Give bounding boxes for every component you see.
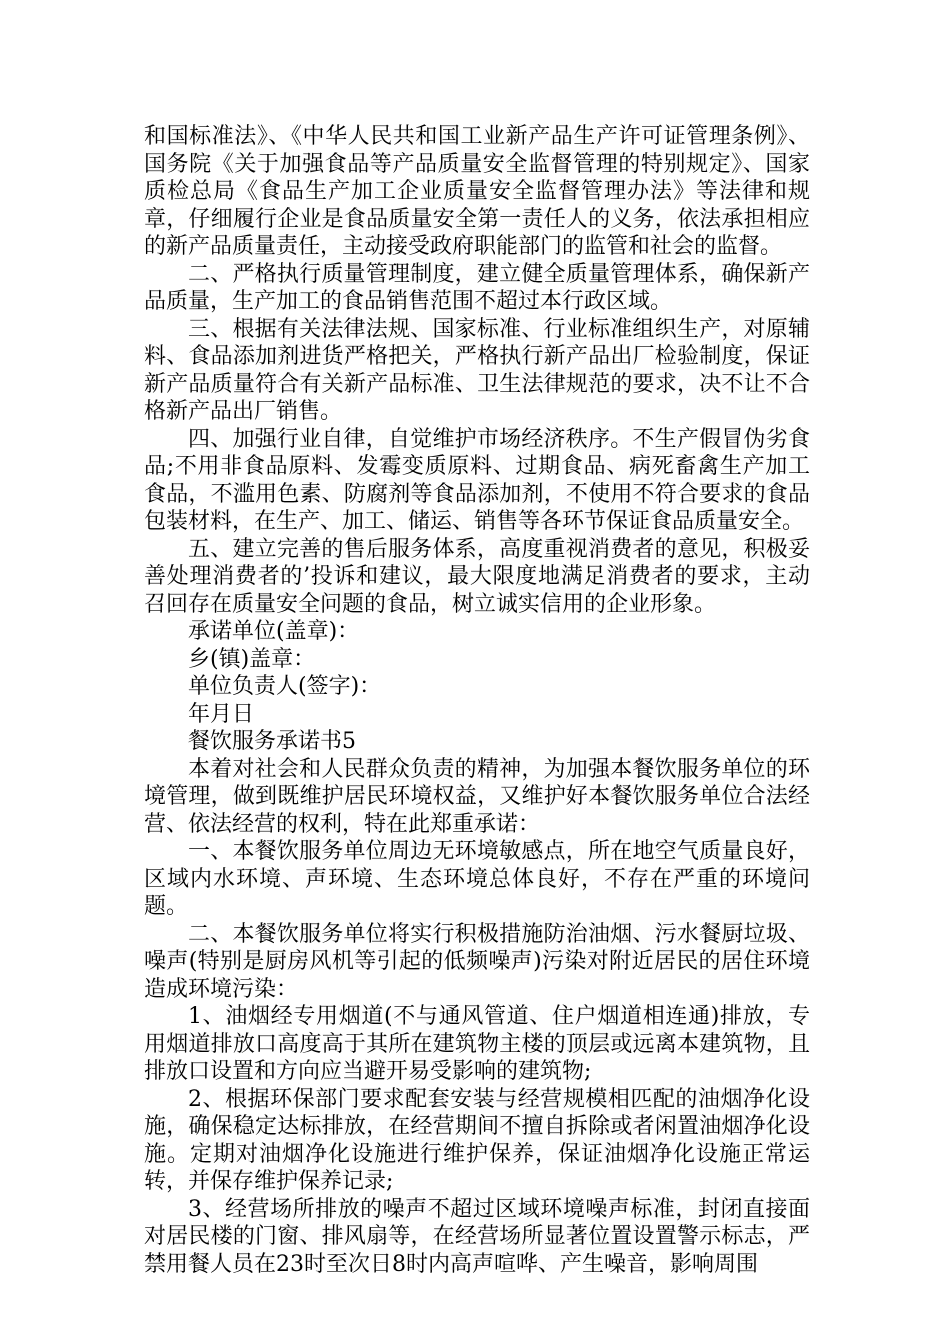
- paragraph-laws-continuation: 和国标准法》、《中华人民共和国工业新产品生产许可证管理条例》、国务院《关于加强食品等产品质量安全监督管理的特别规定》、国家质检总局《食品生产加工企业质量安全监督管理办法》等法律和规章，仔细履行企业是食品质量安全第一责任人的义务，依法承担相应的新产品质量责任，主动接受政府职能部门的监管和社会的监督。: [144, 124, 810, 259]
- section-title-commitment-5: 餐饮服务承诺书5: [188, 729, 356, 754]
- paragraph-intro-commitment: 本着对社会和人民群众负责的精神，为加强本餐饮服务单位的环境管理，做到既维护居民环境权益，又维护好本餐饮服务单位合法经营、依法经营的权利，特在此郑重承诺：: [144, 756, 810, 837]
- paragraph-item-5-after-sales: 五、建立完善的售后服务体系，高度重视消费者的意见，积极妥善处理消费者的’投诉和建议，最大限度地满足消费者的要求，主动召回存在质量安全问题的食品，树立诚实信用的企业形象。: [144, 536, 810, 617]
- signature-date: 年月日: [188, 701, 255, 727]
- paragraph-subitem-3-noise: 3、经营场所排放的噪声不超过区域环境噪声标准，封闭直接面对居民楼的门窗、排风扇等，在经营场所显著位置设置警示标志，严禁用餐人员在23时至次日8时内高声喧哗、产生噪音，影响周围: [144, 1196, 810, 1277]
- paragraph-item-4-self-discipline: 四、加强行业自律，自觉维护市场经济秩序。不生产假冒伪劣食品;不用非食品原料、发霉变质原料、过期食品、病死畜禽生产加工食品，不滥用色素、防腐剂等食品添加剂，不使用不符合要求的食品包装材料，在生产、加工、储运、销售等各环节保证食品质量安全。: [144, 426, 810, 534]
- signature-town-seal: 乡(镇)盖章：: [188, 646, 316, 672]
- paragraph-env-item-1: 一、本餐饮服务单位周边无环境敏感点，所在地空气质量良好，区域内水环境、声环境、生态环境总体良好，不存在严重的环境问题。: [144, 839, 810, 919]
- paragraph-subitem-1-flue: 1、油烟经专用烟道(不与通风管道、住户烟道相连通)排放，专用烟道排放口高度高于其所在建筑物主楼的顶层或远离本建筑物，且排放口设置和方向应当避开易受影响的建筑物;: [144, 1004, 810, 1084]
- paragraph-item-2-quality-system: 二、严格执行质量管理制度，建立健全质量管理体系，确保新产品质量，生产加工的食品销售范围不超过本行政区域。: [144, 261, 810, 314]
- paragraph-subitem-2-purifier: 2、根据环保部门要求配套安装与经营规模相匹配的油烟净化设施，确保稳定达标排放，在经营期间不擅自拆除或者闲置油烟净化设施。定期对油烟净化设施进行维护保养，保证油烟净化设施正常运转，并保存维护保养记录;: [144, 1086, 810, 1194]
- paragraph-env-item-2: 二、本餐饮服务单位将实行积极措施防治油烟、污水餐厨垃圾、噪声(特别是厨房风机等引起的低频噪声)污染对附近居民的居住环境造成环境污染：: [144, 921, 810, 1002]
- signature-unit-leader: 单位负责人(签字)：: [188, 674, 382, 699]
- signature-unit-seal: 承诺单位(盖章)：: [188, 619, 360, 644]
- document-body: [144, 123, 810, 1278]
- paragraph-item-3-standards: 三、根据有关法律法规、国家标准、行业标准组织生产，对原辅料、食品添加剂进货严格把关，严格执行新产品出厂检验制度，保证新产品质量符合有关新产品标准、卫生法律规范的要求，决不让不合格新产品出厂销售。: [144, 316, 810, 424]
